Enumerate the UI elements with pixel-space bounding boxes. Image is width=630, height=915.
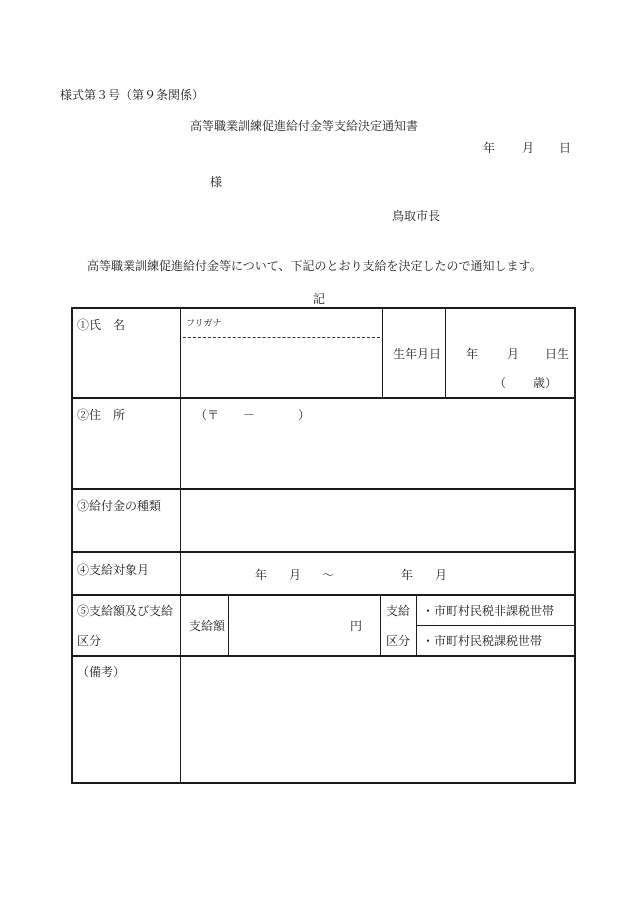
birth-day-label: 日生 [545, 347, 570, 361]
row-divider-benefit [71, 551, 576, 553]
date-year-label: 年 [483, 141, 496, 155]
birth-month-label: 月 [507, 347, 520, 361]
period-label: ④支給対象月 [77, 563, 150, 577]
label-column-divider [180, 308, 181, 783]
period-start-month: 月 [289, 568, 302, 582]
category-option-nontaxable: ・市町村民税非課税世帯 [422, 604, 555, 618]
row-divider-address [71, 488, 576, 490]
postal-dash: － [243, 408, 256, 422]
birth-value-divider [445, 308, 446, 397]
furigana-label: フリガナ [186, 319, 222, 329]
address-label: ②住 所 [77, 408, 126, 422]
addressee-suffix: 様 [210, 175, 223, 189]
benefit-type-label: ③給付金の種類 [77, 499, 162, 513]
amount-label: 支給額 [189, 619, 226, 633]
category-option-taxable: ・市町村民税課税世帯 [422, 634, 543, 648]
issuer-name: 鳥取市長 [392, 209, 441, 223]
birth-year-label: 年 [466, 347, 479, 361]
category-options-separator [416, 625, 575, 626]
date-day-label: 日 [559, 141, 572, 155]
postal-open: （〒 [195, 408, 220, 422]
form-number-label: 様式第３号（第９条関係） [60, 88, 205, 102]
name-birth-divider [382, 308, 383, 397]
period-tilde: ～ [322, 568, 335, 582]
amount-category-label-line2: 区分 [77, 634, 102, 648]
age-close-label: 歳） [533, 376, 558, 390]
yen-label: 円 [350, 619, 363, 633]
amount-label-divider [228, 595, 229, 655]
amount-category-divider [380, 595, 381, 655]
postal-close: ） [298, 408, 311, 422]
notice-body-text: 高等職業訓練促進給付金等について、下記のとおり支給を決定したので通知します。 [87, 259, 542, 273]
period-start-year: 年 [255, 568, 268, 582]
row-divider-amount [71, 655, 576, 657]
birthdate-label: 生年月日 [393, 347, 442, 361]
row-divider-name [71, 397, 576, 399]
date-month-label: 月 [522, 141, 535, 155]
document-title: 高等職業訓練促進給付金等支給決定通知書 [190, 119, 419, 133]
name-label: ①氏 名 [77, 318, 126, 332]
amount-category-label-line1: ⑤支給額及び支給 [77, 604, 174, 618]
category-label-line2: 区分 [386, 634, 411, 648]
period-end-month: 月 [435, 568, 448, 582]
row-divider-period [71, 594, 576, 596]
furigana-dashed-line [183, 337, 380, 338]
category-label-line1: 支給 [386, 604, 411, 618]
remarks-label: （備考） [77, 665, 126, 679]
ki-label: 記 [313, 292, 326, 306]
age-open-paren: （ [494, 376, 507, 390]
period-end-year: 年 [401, 568, 414, 582]
